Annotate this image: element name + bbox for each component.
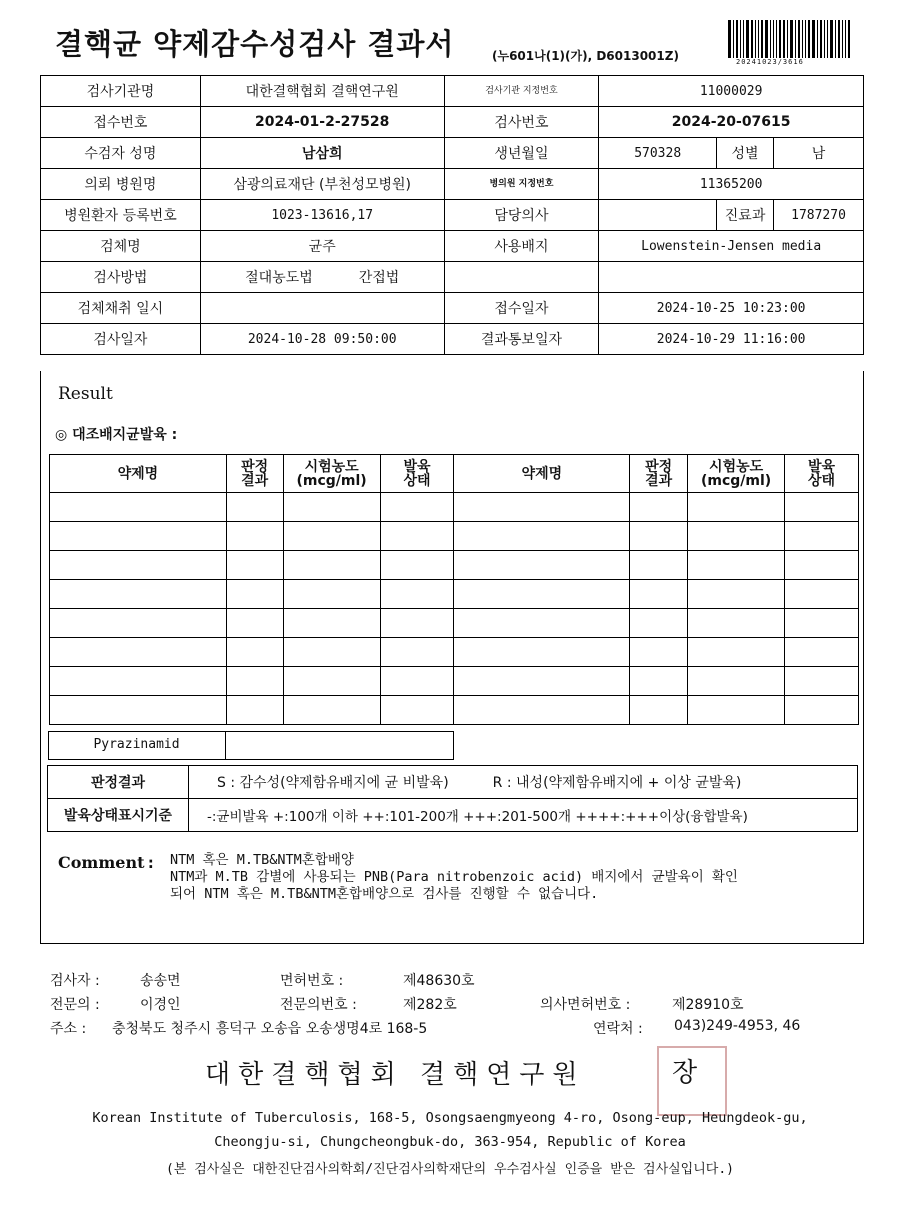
hospital-id-label: 병의원 지정번호 [444,169,599,200]
barcode-bar [728,20,731,58]
lab-id-label: 검사기관 지정번호 [444,76,599,107]
drug-cell [50,609,227,638]
drug-cell [50,696,227,725]
address-label: 주소 : [50,1021,87,1037]
barcode-bar [808,20,810,58]
method-absolute: 절대농도법 [245,270,313,286]
reg-no-label: 병원환자 등록번호 [41,200,201,231]
barcode-bar [755,20,756,58]
drug-cell [380,551,454,580]
barcode-bar [838,20,840,58]
hospital-label: 의뢰 병원명 [41,169,201,200]
collect-label: 검체채취 일시 [41,293,201,324]
drug-cell [454,609,630,638]
barcode-bar [746,20,749,58]
doctor-license-label: 의사면허번호 : [540,997,631,1013]
barcode-bar [820,20,822,58]
test-no-label: 검사번호 [444,107,599,138]
doctor-license-no: 제28910호 [672,997,744,1013]
drug-cell [785,493,859,522]
drug-cell [688,667,785,696]
barcode-bar [798,20,800,58]
result-label: Result [58,384,113,404]
barcode-bar [773,20,774,58]
barcode-bar [835,20,836,58]
drug-cell [380,667,454,696]
drug-cell [226,522,283,551]
lab-name: 대한결핵협회 결핵연구원 [200,76,444,107]
judgement-s: S : 감수성(약제함유배지에 균 비발육) [217,775,449,791]
drug-cell [50,580,227,609]
drug-row [50,493,859,522]
info-table [40,75,864,355]
test-date: 2024-10-28 09:50:00 [200,324,444,355]
method [200,262,444,293]
judgement-r: R : 내성(약제함유배지에 + 이상 균발육) [492,775,742,791]
seal-character: 장 [672,1058,698,1088]
comment-text [170,852,738,903]
judgement-legend [189,766,858,799]
drug-cell [630,551,688,580]
drug-cell [380,696,454,725]
drug-row [50,638,859,667]
hospital-id: 11365200 [599,169,864,200]
col-concentration: 시험농도 (mcg/ml) [283,455,380,493]
barcode-bar [830,20,833,58]
drug-cell [50,551,227,580]
drug-cell [630,493,688,522]
barcode-bar [827,20,828,58]
growth-criteria: -:균비발육 +:100개 이하 ++:101-200개 +++:201-500개 ++++:+++이상(융합발육) [189,799,858,832]
drug-cell [630,667,688,696]
drug-cell [226,493,283,522]
specialist-no-label: 전문의번호 : [280,997,357,1013]
drug-cell [50,522,227,551]
collect-date [200,293,444,324]
drug-cell [630,638,688,667]
barcode-bar [758,20,759,58]
drug-cell [688,638,785,667]
col-drug: 약제명 [50,455,227,493]
method-extra-2 [599,262,864,293]
barcode-bar [765,20,768,58]
barcode-bar [848,20,850,58]
drug-row [50,522,859,551]
barcode-bar [802,20,803,58]
drug-cell [50,493,227,522]
drug-cell [283,696,380,725]
drug-cell [380,522,454,551]
drug-cell [688,580,785,609]
drug-cell [688,551,785,580]
barcode-bar [817,20,818,58]
address: 충청북도 청주시 흥덕구 오송읍 오송생명4로 168-5 [112,1021,428,1037]
barcode-bar [761,20,763,58]
barcode-bar [805,20,806,58]
drug-cell [226,667,283,696]
col-growth-2: 발육 상태 [785,455,859,493]
dept-label: 진료과 [717,200,774,231]
sex-label: 성별 [717,138,774,169]
barcode-bar [751,20,753,58]
reg-no: 1023-13616,17 [200,200,444,231]
barcode-bar [736,20,738,58]
drug-cell [785,609,859,638]
comment-line-3: 되어 NTM 혹은 M.TB&NTM혼합배양으로 검사를 진행할 수 없습니다. [170,886,599,902]
drug-cell [785,696,859,725]
test-no: 2024-20-07615 [599,107,864,138]
drug-cell [630,696,688,725]
drug-cell [630,522,688,551]
judgement-header: 판정결과 [48,766,189,799]
drug-cell [226,696,283,725]
comment-colon: : [146,853,156,872]
drug-cell [283,667,380,696]
drug-cell [380,493,454,522]
drug-cell [283,638,380,667]
birth-label: 생년월일 [444,138,599,169]
lab-name-label: 검사기관명 [41,76,201,107]
drug-cell [454,638,630,667]
birth-date: 570328 [599,138,717,169]
drug-cell [380,580,454,609]
drug-cell [50,667,227,696]
drug-cell [785,638,859,667]
barcode-bar [812,20,815,58]
specialist-label: 전문의 : [50,997,100,1013]
contact-label: 연락처 : [593,1021,643,1037]
medium: Lowenstein-Jensen media [599,231,864,262]
address-en-2: Cheongju-si, Chungcheongbuk-do, 363-954, Republic of Korea [214,1134,686,1150]
barcode-bar [776,20,777,58]
drug-cell [454,696,630,725]
comment-line-1: NTM 혹은 M.TB&NTM혼합배양 [170,852,354,868]
barcode-bar [824,20,825,58]
drug-cell [283,580,380,609]
barcode-bar [783,20,785,58]
barcode-bar [845,20,846,58]
hospital-name: 삼광의료재단 (부천성모병원) [200,169,444,200]
drug-cell [226,551,283,580]
drug-cell [454,580,630,609]
drug-cell [688,609,785,638]
specimen-label: 검체명 [41,231,201,262]
drug-cell [226,609,283,638]
drug-row [50,580,859,609]
test-date-label: 검사일자 [41,324,201,355]
drug-cell [785,580,859,609]
license-label: 면허번호 : [280,973,344,989]
drug-cell [630,580,688,609]
drug-cell [688,696,785,725]
institute-name: 대한결핵협회 결핵연구원 [205,1060,586,1090]
receipt-no-label: 접수번호 [41,107,201,138]
growth-header: 발육상태표시기준 [48,799,189,832]
method-indirect: 간접법 [358,270,400,286]
col-drug-2: 약제명 [454,455,630,493]
medium-label: 사용배지 [444,231,599,262]
drug-table [49,454,859,725]
drug-row [50,667,859,696]
drug-cell [283,522,380,551]
form-code: (누601나(1)(가), D6013001Z) [492,49,679,63]
legend-table [47,765,858,832]
drug-cell [226,580,283,609]
lab-id: 11000029 [599,76,864,107]
drug-cell [688,493,785,522]
license-no: 제48630호 [403,973,475,989]
col-concentration-2: 시험농도 (mcg/ml) [688,455,785,493]
received-label: 접수일자 [444,293,599,324]
report-date: 2024-10-29 11:16:00 [599,324,864,355]
barcode-bar [779,20,781,58]
drug-row [50,609,859,638]
col-judgement-2: 판정 결과 [630,455,688,493]
specimen: 균주 [200,231,444,262]
contact: 043)249-4953, 46 [674,1018,801,1034]
doctor-label: 담당의사 [444,200,599,231]
drug-cell [454,551,630,580]
barcode-bar [795,20,796,58]
specialist-no: 제282호 [403,997,457,1013]
barcode-bar [842,20,843,58]
drug-cell [630,609,688,638]
barcode-number: 20241023/3616 [736,58,804,66]
specialist-name: 이경인 [140,997,181,1013]
drug-cell [454,667,630,696]
control-growth-label: ◎ 대조배지균발육 : [55,427,178,443]
drug-cell [283,493,380,522]
drug-cell [380,609,454,638]
receipt-no: 2024-01-2-27528 [200,107,444,138]
drug-cell [226,638,283,667]
col-judgement: 판정 결과 [226,455,283,493]
barcode-bar [790,20,793,58]
barcode-bar [787,20,788,58]
drug-cell [688,522,785,551]
barcode-bar [733,20,734,58]
address-en-1: Korean Institute of Tuberculosis, 168-5, Osongsaengmyeong 4-ro, Osong-eup, Heungdeok-gu, [92,1110,808,1126]
patient-name: 남삼희 [200,138,444,169]
barcode-bar [743,20,744,58]
received-date: 2024-10-25 10:23:00 [599,293,864,324]
document-title: 결핵균 약제감수성검사 결과서 [55,27,455,61]
drug-cell [380,638,454,667]
sex: 남 [774,138,864,169]
method-extra [444,262,599,293]
drug-cell [454,522,630,551]
report-date-label: 결과통보일자 [444,324,599,355]
drug-cell [283,609,380,638]
doctor-name [599,200,717,231]
drug-cell [50,638,227,667]
patient-name-label: 수검자 성명 [41,138,201,169]
drug-cell [283,551,380,580]
drug-cell [454,493,630,522]
dept: 1787270 [774,200,864,231]
barcode-bar [740,20,741,58]
comment-line-2: NTM과 M.TB 감별에 사용되는 PNB(Para nitrobenzoic acid) 배지에서 균발육이 확인 [170,869,738,885]
barcode [728,20,856,58]
drug-cell [785,667,859,696]
drug-cell [785,551,859,580]
comment-label: Comment [58,853,145,872]
certification-note: (본 검사실은 대한진단검사의학회/진단검사의학재단의 우수검사실 인증을 받은 검사실입니다.) [165,1162,735,1177]
tester-name: 송송면 [140,973,181,989]
drug-row [50,696,859,725]
col-growth: 발육 상태 [380,455,454,493]
tester-label: 검사자 : [50,973,100,989]
drug-row [50,551,859,580]
method-label: 검사방법 [41,262,201,293]
pyrazinamide-label: Pyrazinamid [48,731,226,760]
barcode-bar [770,20,771,58]
drug-cell [785,522,859,551]
